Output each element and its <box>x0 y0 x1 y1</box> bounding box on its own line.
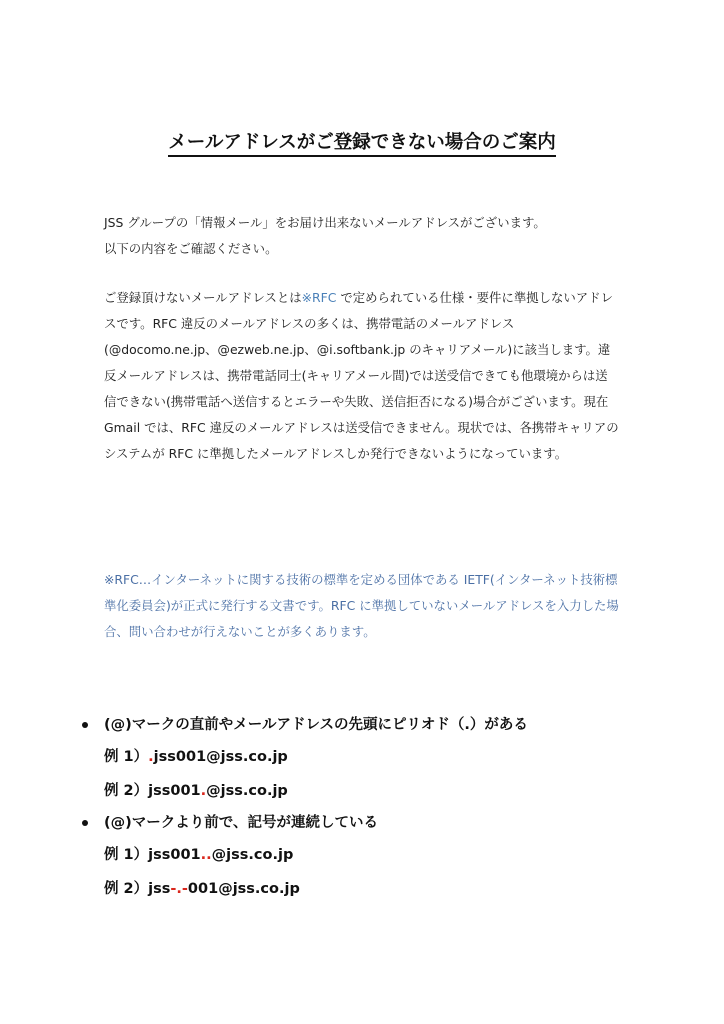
section-leading-period <box>82 710 642 808</box>
example-prefix: jss001 <box>148 847 201 863</box>
bullet-heading <box>82 710 642 740</box>
example-invalid-mark: -.- <box>170 881 188 897</box>
example-invalid-mark: .. <box>200 847 212 863</box>
body-lead-text: ご登録頂けないメールアドレスとは <box>104 290 302 305</box>
example-label: 例 2） <box>104 783 149 799</box>
example-row <box>82 774 642 808</box>
intro-line-2: 以下の内容をご確認ください。 <box>104 241 278 256</box>
example-row <box>82 838 642 872</box>
invalid-address-list <box>82 710 642 906</box>
page-title <box>0 128 724 154</box>
example-row <box>82 872 642 906</box>
page-title-text: メールアドレスがご登録できない場合のご案内 <box>168 132 556 157</box>
section-consecutive-symbols <box>82 808 642 906</box>
intro-line-1: JSS グループの「情報メール」をお届け出来ないメールアドレスがございます。 <box>104 215 546 230</box>
example-label: 例 1） <box>104 847 149 863</box>
bullet-heading <box>82 808 642 838</box>
example-prefix: jss <box>148 881 171 897</box>
bullet-icon <box>82 820 88 826</box>
example-invalid-mark: . <box>148 749 154 765</box>
example-prefix: jss001 <box>148 783 201 799</box>
rfc-footnote: ※RFC…インターネットに関する技術の標準を定める団体である IETF(インターネット技術標準化委員会)が正式に発行する文書です。RFC に準拠していないメールアドレスを入力した場合、問い合わせが行えないことが多くあります。 <box>104 572 619 639</box>
example-label: 例 2） <box>104 881 149 897</box>
example-suffix: jss001@jss.co.jp <box>153 749 288 765</box>
bullet-heading-text: (@)マークの直前やメールアドレスの先頭にピリオド（.）がある <box>104 717 528 733</box>
example-label: 例 1） <box>104 749 149 765</box>
bullet-icon <box>82 722 88 728</box>
body-paragraph <box>104 285 619 467</box>
example-invalid-mark: . <box>200 783 207 799</box>
intro-paragraph <box>104 210 619 262</box>
example-suffix: @jss.co.jp <box>211 847 294 863</box>
rfc-reference: ※RFC <box>301 290 337 305</box>
bullet-heading-text: (@)マークより前で、記号が連続している <box>104 815 378 831</box>
example-row <box>82 740 642 774</box>
example-suffix: 001@jss.co.jp <box>187 881 300 897</box>
example-suffix: @jss.co.jp <box>206 783 288 799</box>
body-rest-text: で定められている仕様・要件に準拠しないアドレスです。RFC 違反のメールアドレスの多くは、携帯電話のメールアドレス(@docomo.ne.jp、@ezweb.ne.jp、@i.softbank.jp のキャリアメール)に該当します。違反メールアドレスは、携帯電話同士(キャリアメール間)では送受信できても他環境からは送信できない(携帯電話へ送信するとエラーや失敗、送信拒否になる)場合がございます。現在 Gmail では、RFC 違反のメールアドレスは送受信できません。現状では、各携帯キャリアのシステムが RFC に準拠したメールアドレスしか発行できないようになっています。 <box>104 290 619 461</box>
